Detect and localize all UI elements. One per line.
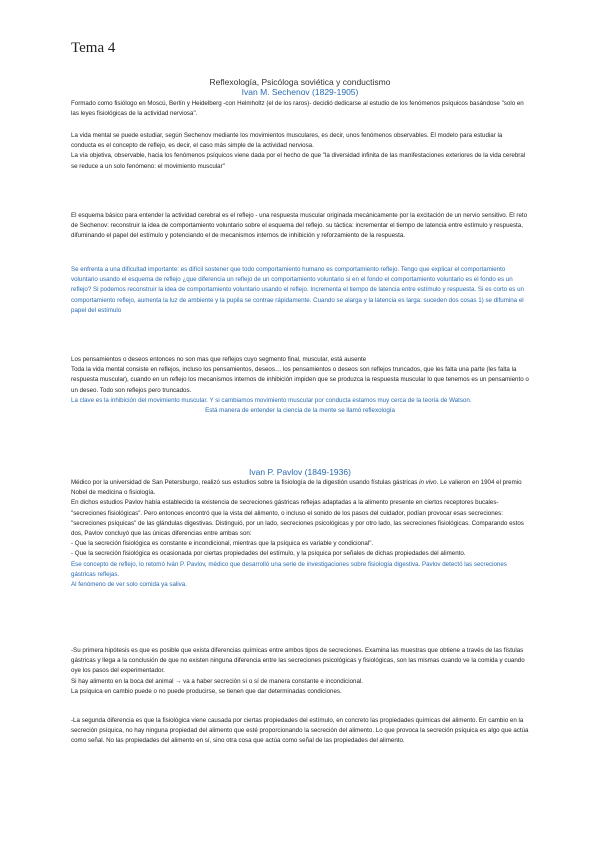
paragraph-text: Los pensamientos o deseos entonces no son mas que reflejos cuyo segmento final, muscular, está ausente	[71, 356, 367, 363]
paragraph-text: - Que la secreción fisiológica es constante e incondicional, mientras que la psíquica es variable y condicional".	[71, 540, 374, 548]
paragraph-text: -La segunda diferencia es que la fisiológica viene causada por ciertas propiedades del estímulo, en concreto las propiedades químicas del alimento. En cambio en la secreción psíquica, no hay ninguna propiedad del alimento que esté proporcionando la secreción del alimento. Lo que provoca la secreción psíquica es algo que actúa como señal. No las propiedades del alimento en sí, sino otra cosa que actúa como señal de las propiedades del alimento.	[71, 717, 529, 745]
paragraph-text: - Que la secreción fisiológica es ocasionada por ciertas propiedades del estímulo, y la psíquica por señales de dichas propiedades del alimento.	[71, 550, 466, 558]
paragraph-text: Al fenómeno de ver solo comida ya saliva.	[71, 581, 187, 589]
paragraph-text: En dichos estudios Pavlov había establecido la existencia de secreciones gástricas reflejas adaptadas a la alimento presente en ciertos receptores bucales- "secreciones fisiológicas". Pero entonces encontró que la vista del alimento, o incluso el sonido de los pasos del cuidador, podían provocar esas secreciones:	[71, 499, 503, 517]
paragraph-esquema	[71, 211, 529, 242]
paragraph-intro	[71, 99, 529, 119]
paragraph-text: La vida mental se puede estudiar, según Sechenov mediante los movimientos musculares, es decir, unos fenómenos observables. El modelo para estudiar la conducta es el concepto de reflejo, es decir, el caso más simple de la actividad nerviosa.	[71, 132, 503, 150]
paragraph-text: . Le valieron en 1904 el premio Nobel de medicina o fisiología.	[71, 479, 522, 497]
paragraph-text: La clave es la inhibición del movimiento muscular. Y si cambiamos movimiento muscular por conducta estamos muy cerca de la teoría de Watson.	[71, 396, 472, 404]
paragraph-text: Se enfrenta a una dificultad importante: es difícil sostener que todo comportamiento humano es comportamiento reflejo. Tengo que explicar el comportamiento voluntario usando el esquema de reflejo ¿que diferencia un reflejo de un comportamiento voluntario si en el fondo el comportamiento voluntario es el fondo es un reflejo? Si podemos reconstruir la idea de comportamiento voluntario usando el reflejo. Incrementa el tiempo de latencia entre estímulo y respuesta. Si es corto es un comportamiento reflejo, aumenta la luz de ambiente y la pupila se contrae rápidamente. Cuando se alarga y la latencia es larga: suceden dos cosas 1) se difumina el papel del estímulo	[71, 266, 524, 314]
document-title: Reflexología, Psicóloga soviética y conductismo	[209, 77, 391, 87]
paragraph-pavlov-intro	[71, 478, 529, 590]
paragraph-text: La psíquica en cambio puede o no puede producirse, se tienen que dar determinadas condiciones.	[71, 687, 342, 695]
paragraph-dificultad	[71, 265, 529, 316]
paragraph-text: in vivo	[419, 479, 437, 486]
subtitle-pavlov: Ivan P. Pavlov (1849-1936)	[249, 467, 351, 477]
paragraph-text: Toda la vida mental consiste en reflejos, incluso los pensamientos, deseos… los pensamientos o deseos son reflejos truncados, que les falta una parte (les falta la respuesta muscular), cuando en un reflejo los mecanismos internos de inhibición impiden que se produzca la respuesta muscular lo que tenemos es un pensamiento o un deseo. Todo son reflejos pero truncados.	[71, 366, 529, 394]
paragraph-text: Ese concepto de reflejo, lo retomó Iván P. Pavlov, médico que desarrolló una serie de investigaciones sobre fisiología digestiva. Pavlov detectó las secreciones gástricas reflejas.	[71, 560, 507, 578]
paragraph-text: "secreciones psíquicas" de las glándulas digestivas. Distinguió, por un lado, secreciones psicológicas y por otro lado, las secreciones fisiológicas. Comparando estos dos, Pavlov concluyó que las únicas diferencias entre ambas son:	[71, 519, 524, 538]
paragraph-text: Está manera de entender la ciencia de la mente se llamó reflexología	[205, 407, 395, 415]
paragraph-text: Si hay alimento en la boca del animal → va a haber secreción sí o sí de manera constante e incondicional.	[71, 677, 364, 685]
paragraph-text	[71, 478, 529, 498]
paragraph-text: Formado como fisiólogo en Moscú, Berlín y Heidelberg -con Helmholtz (el de los raros)- decidió dedicarse al estudio de los fenómenos psíquicos basándose "solo en las leyes fisiológicas de la actividad nerviosa".	[71, 100, 524, 118]
paragraph-text: El esquema básico para entender la actividad cerebral es el reflejo - una respuesta muscular originada mecánicamente por la excitación de un nervio sensitivo. El reto de Sechenov: reconstruir la idea de comportamiento voluntario sobre el esquema del reflejo. su táctica: incrementar el tiempo de latencia entre estímulo y respuesta, difuminando el papel del estímulo y potenciando el de mecanismos internos de inhibición y reforzamiento de la respuesta.	[71, 212, 528, 240]
paragraph-text: Médico por la universidad de San Petersburgo, realizó sus estudios sobre la fisiología de la digestión usando fístulas gástricas	[71, 479, 420, 486]
subtitle-sechenov: Ivan M. Sechenov (1829-1905)	[241, 87, 359, 97]
paragraph-text: -Su primera hipótesis es que es posible que exista diferencias químicas entre ambos tipos de secreciones. Examina las muestras que obtiene a través de las fístulas gástricas y llega a la conclusión de que no existen ninguna diferencia entre las secreciones psicológicas y fisiológicas, son las mismas cuando ve la comida y cuando oye los pasos del experimentador.	[71, 647, 525, 675]
paragraph-vida-mental	[71, 131, 529, 172]
paragraph-segunda-diferencia	[71, 716, 529, 747]
paragraph-text: La vía objetiva, observable, hacia los fenómenos psíquicos viene dada por el hecho de que "la diversidad infinita de las manifestaciones exteriores de la vida cerebral se reduce a un solo fenómeno: el movimiento muscular"	[71, 152, 526, 170]
paragraph-hipotesis	[71, 646, 529, 697]
section-heading: Tema 4	[71, 40, 116, 56]
paragraph-pensamientos	[71, 355, 529, 416]
